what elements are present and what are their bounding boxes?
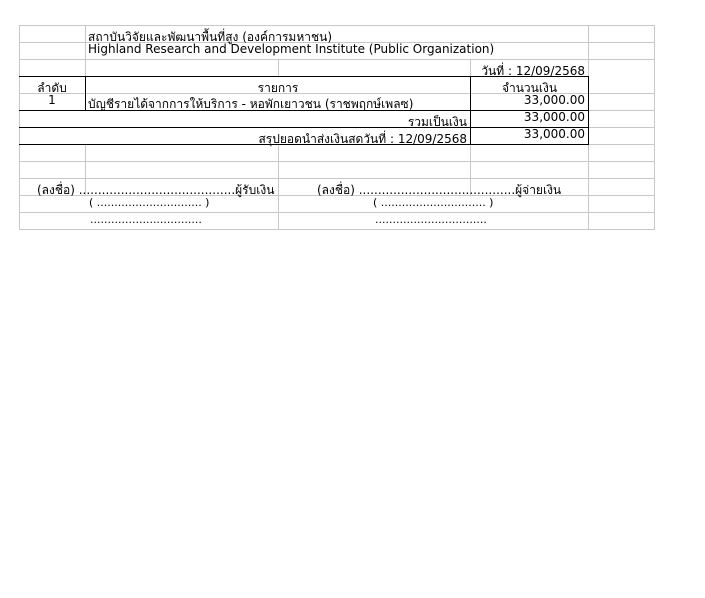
payer-signature-line: (ลงชื่อ) .........................................ผู้จ่ายเงิน (317, 183, 562, 197)
row-number: 1 (48, 93, 56, 107)
receiver-name-line: ( .............................. ) (89, 196, 210, 209)
total-amount: 33,000.00 (523, 110, 585, 124)
document-date: วันที่ : 12/09/2568 (481, 64, 585, 78)
summary-amount: 33,000.00 (523, 127, 585, 141)
column-header-no: ลำดับ (37, 81, 67, 95)
total-label: รวมเป็นเงิน (407, 115, 467, 129)
column-header-item: รายการ (257, 81, 299, 95)
org-name-thai: สถาบันวิจัยและพัฒนาพื้นที่สูง (องค์การมหาชน) (88, 30, 333, 44)
summary-label: สรุปยอดนำส่งเงินสดวันที่ : 12/09/2568 (258, 132, 467, 146)
payer-date-line: ................................ (375, 213, 487, 226)
column-header-amount: จำนวนเงิน (501, 81, 558, 95)
payer-name-line: ( .............................. ) (373, 196, 494, 209)
org-name-english: Highland Research and Development Institute (Public Organization) (88, 42, 495, 56)
row-amount: 33,000.00 (523, 93, 585, 107)
receiver-signature-line: (ลงชื่อ) .........................................ผู้รับเงิน (37, 183, 275, 197)
row-item: บัญชีรายได้จากการให้บริการ - หอพักเยาวชน (ราชพฤกษ์เพลซ) (88, 97, 414, 111)
cash-remittance-sheet (19, 25, 655, 230)
receiver-date-line: ................................ (90, 213, 202, 226)
